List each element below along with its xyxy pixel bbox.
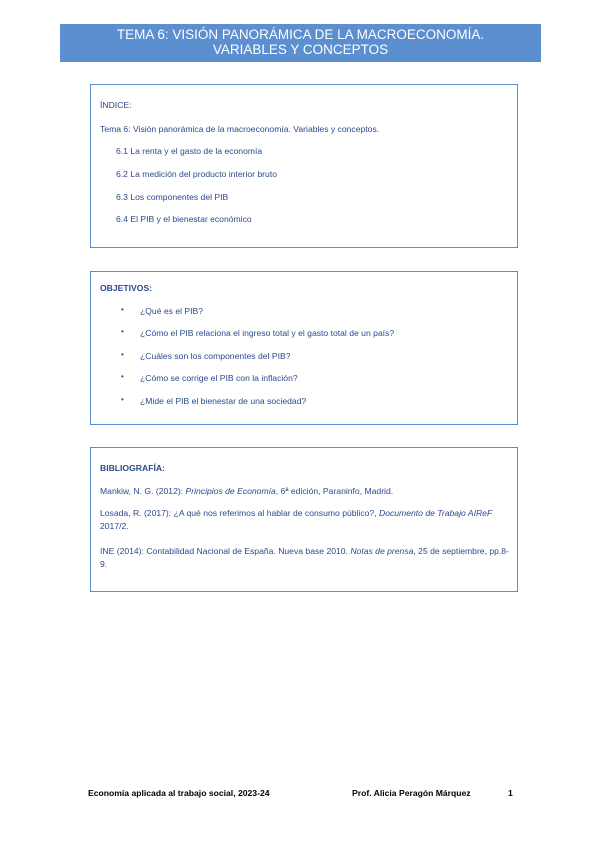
reference-text: , 6ª edición, Paraninfo, Madrid. [275, 486, 394, 496]
index-item: 6.2 La medición del producto interior bruto [116, 169, 277, 179]
page-number: 1 [508, 788, 513, 798]
objective-item: ¿Qué es el PIB? [140, 306, 204, 316]
bibliography-heading: BIBLIOGRAFÍA: [100, 463, 165, 473]
objective-item: ¿Cómo el PIB relaciona el ingreso total y el gasto total de un país? [140, 328, 395, 338]
bullet-icon: • [121, 350, 124, 359]
title-line-2: VARIABLES Y CONCEPTOS [212, 42, 389, 57]
objective-item: ¿Cómo se corrige el PIB con la inflación? [140, 373, 298, 383]
reference-text: , 25 de septiembre, pp.8-9. [100, 546, 509, 569]
footer-author: Prof. Alicia Peragón Márquez [352, 788, 471, 798]
reference-text: 2017/2. [100, 521, 129, 531]
reference-title: Documento de Trabajo AIReF [378, 508, 493, 518]
reference-title: Principios de Economía [185, 486, 276, 496]
bullet-icon: • [121, 327, 124, 336]
bibliography-entry [100, 485, 510, 498]
index-heading: ÍNDICE: [100, 100, 132, 110]
objectives-box [90, 271, 518, 425]
bullet-icon: • [121, 395, 124, 404]
footer-course: Economía aplicada al trabajo social, 2023-24 [88, 788, 270, 798]
bibliography-entry [100, 545, 510, 571]
index-main-entry: Tema 6: Visión panorámica de la macroeconomía. Variables y conceptos. [100, 124, 380, 134]
index-item: 6.4 El PIB y el bienestar económico [116, 214, 252, 224]
index-item: 6.3 Los componentes del PIB [116, 192, 229, 202]
bullet-icon: • [121, 372, 124, 381]
reference-title: Notas de prensa [350, 546, 414, 556]
title-banner [60, 24, 541, 62]
bibliography-entry [100, 507, 510, 533]
bullet-icon: • [121, 305, 124, 314]
reference-text: INE (2014): Contabilidad Nacional de España. Nueva base 2010. [100, 546, 351, 556]
bibliography-box [90, 447, 518, 592]
objective-item: ¿Mide el PIB el bienestar de una sociedad? [140, 396, 307, 406]
title-line-1: TEMA 6: VISIÓN PANORÁMICA DE LA MACROECONOMÍA. [116, 27, 485, 42]
reference-text: Mankiw, N. G. (2012): [100, 486, 186, 496]
index-box [90, 84, 518, 248]
index-item: 6.1 La renta y el gasto de la economía [116, 146, 263, 156]
reference-text: Losada, R. (2017): ¿A qué nos referimos al hablar de consumo público?, [100, 508, 379, 518]
objectives-heading: OBJETIVOS: [100, 283, 153, 293]
objective-item: ¿Cuáles son los componentes del PIB? [140, 351, 291, 361]
